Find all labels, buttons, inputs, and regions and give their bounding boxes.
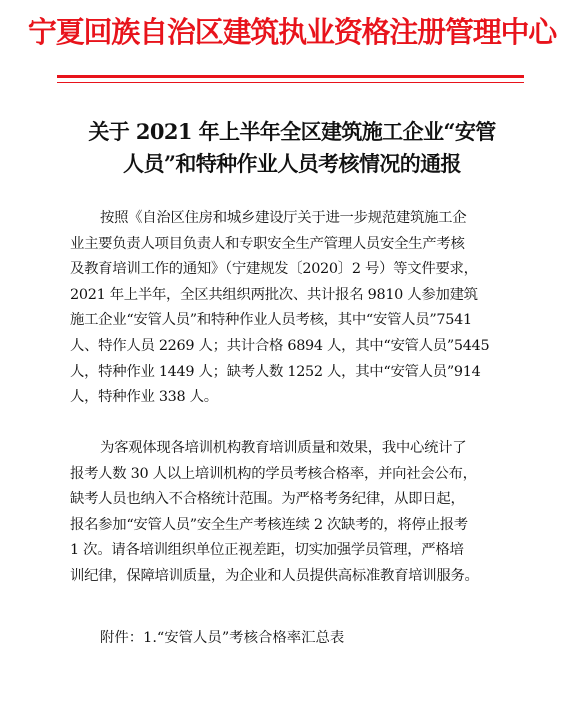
- paragraph-line: 及教育培训工作的通知》（宁建规发〔2020〕2 号）等文件要求，: [70, 261, 478, 278]
- paragraph-line: 2021 年上半年，全区共组织两批次、共计报名 9810 人参加建筑: [70, 286, 478, 303]
- paragraph-line: 按照《自治区住房和城乡建设厅关于进一步规范建筑施工企: [100, 210, 467, 226]
- document-title-line: 人员”和特种作业人员考核情况的通报: [123, 151, 461, 176]
- paragraph-line: 报名参加“安管人员”安全生产考核连续 2 次缺考的，将停止报考: [70, 516, 468, 533]
- paragraph-line: 训纪律，保障培训质量，为企业和人员提供高标准教育培训服务。: [70, 567, 479, 584]
- document-title-line: 关于 2021 年上半年全区建筑施工企业“安管: [88, 119, 496, 144]
- paragraph-line: 报考人数 30 人以上培训机构的学员考核合格率，并向社会公布，: [70, 465, 477, 482]
- paragraph-line: 1 次。请各培训组织单位正视差距，切实加强学员管理，严格培: [70, 542, 464, 559]
- header-red-rule-thick: [57, 75, 524, 78]
- paragraph-line: 施工企业“安管人员”和特种作业人员考核，其中“安管人员”7541: [70, 312, 472, 329]
- attachment-line: 附件：1.“安管人员”考核合格率汇总表: [100, 630, 345, 646]
- paragraph-line: 人、特作人员 2269 人；共计合格 6894 人，其中“安管人员”5445: [70, 337, 490, 354]
- body-paragraph-1: [70, 206, 520, 411]
- body-paragraph-2: [70, 436, 520, 590]
- issuing-organization-header: 宁夏回族自治区建筑执业资格注册管理中心: [27, 15, 557, 49]
- paragraph-line: 人，特种作业 1449 人；缺考人数 1252 人，其中“安管人员”914: [70, 363, 481, 380]
- paragraph-line: 人，特种作业 338 人。: [70, 389, 218, 406]
- paragraph-line: 缺考人员也纳入不合格统计范围。为严格考务纪律，从即日起，: [70, 491, 465, 508]
- paragraph-line: 为客观体现各培训机构教育培训质量和效果，我中心统计了: [100, 440, 467, 456]
- paragraph-line: 业主要负责人项目负责人和专职安全生产管理人员安全生产考核: [70, 235, 465, 252]
- header-red-rule-thin: [57, 82, 524, 83]
- document-title: [60, 116, 524, 180]
